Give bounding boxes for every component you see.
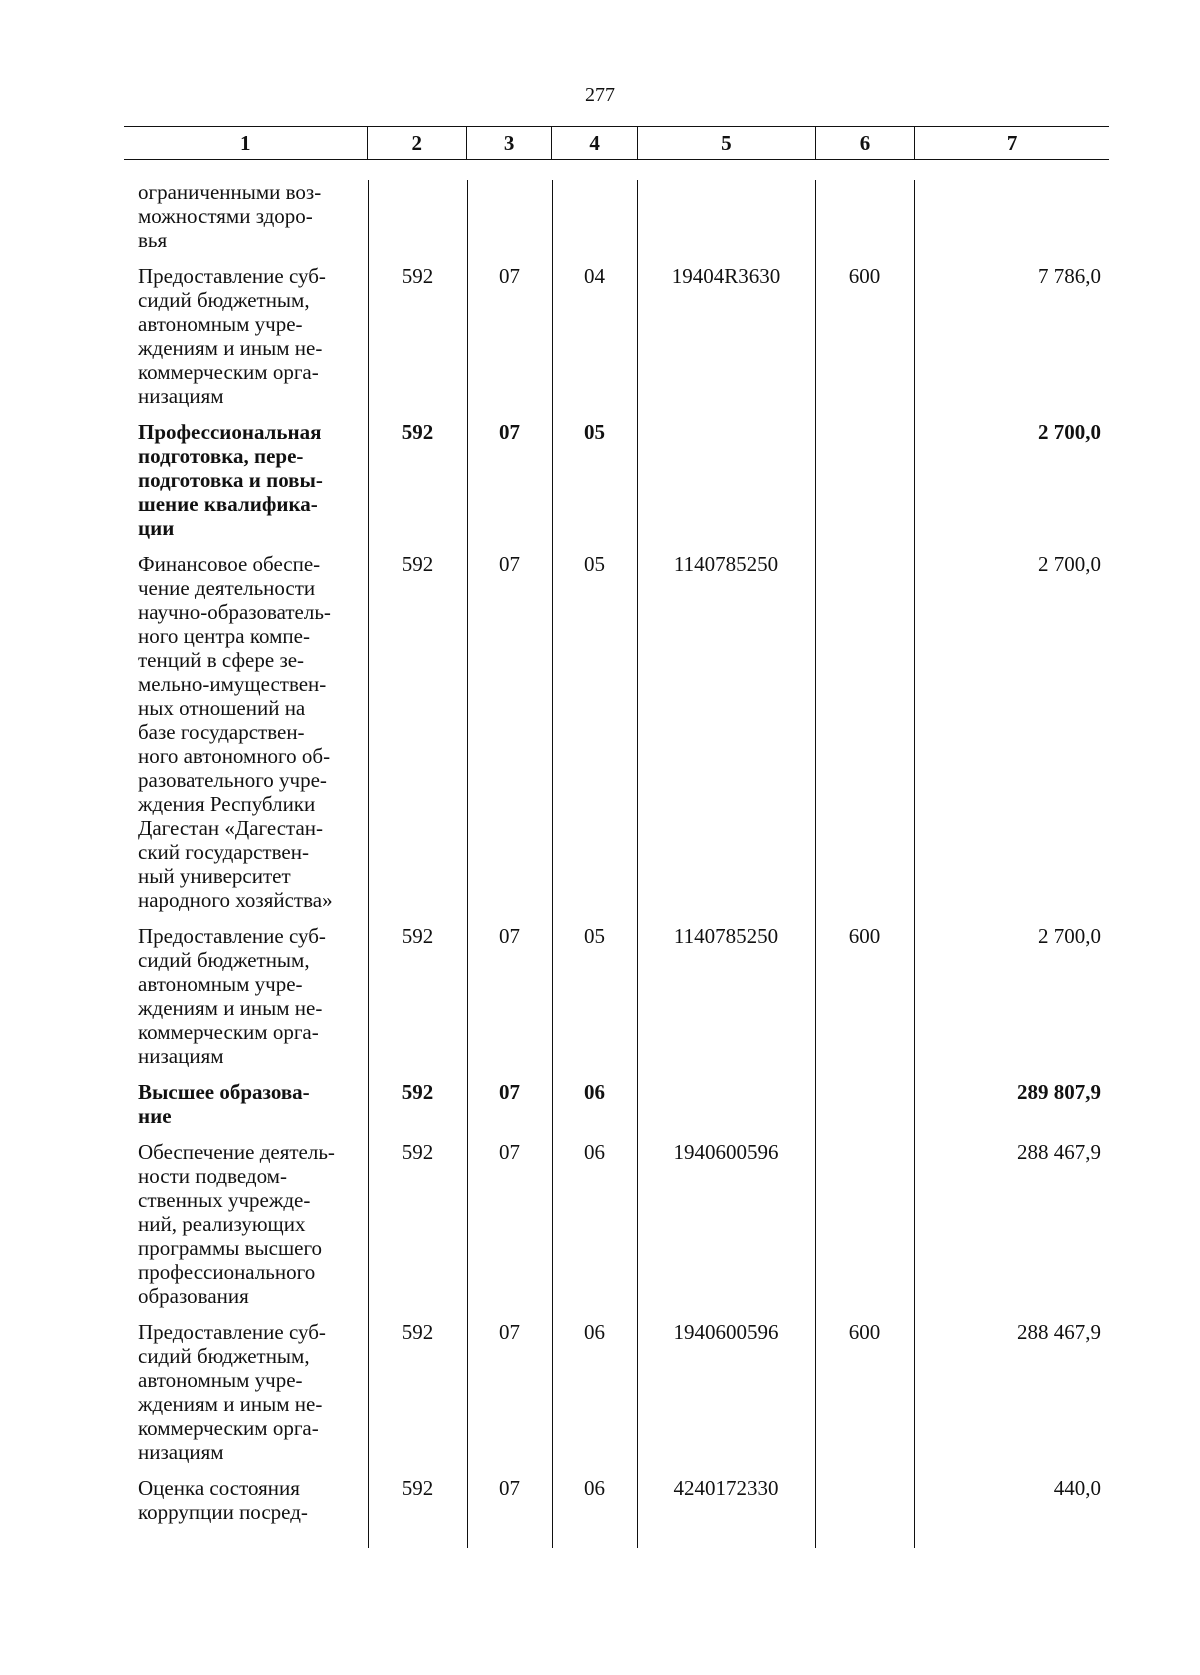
item-name-cell: Обеспечение деятель- ности подведом- ственных учрежде- ний, реализующих программы высшего профессионального образования [138, 1140, 335, 1308]
section-code-cell: 07 [499, 420, 520, 444]
ministry-code-cell: 592 [401, 1476, 434, 1500]
subsection-code-cell: 06 [584, 1140, 605, 1164]
expense-type-cell [815, 420, 914, 540]
target-article-cell [637, 1080, 815, 1128]
column-header-3: 3 [466, 127, 551, 159]
amount-cell: 288 467,9 [1017, 1140, 1101, 1164]
expense-type-cell [815, 180, 914, 252]
table-row [124, 1320, 1109, 1464]
amount-cell: 2 700,0 [1038, 420, 1101, 444]
target-article-cell [637, 180, 815, 252]
section-code-cell: 07 [499, 924, 520, 948]
ministry-code-cell: 592 [401, 1080, 434, 1104]
amount-cell: 2 700,0 [1038, 924, 1101, 948]
item-name-cell: ограниченными воз- можностями здоро- вья [138, 180, 322, 252]
amount-cell: 289 807,9 [1017, 1080, 1101, 1104]
table-body [124, 180, 1109, 1548]
ministry-code-cell: 592 [401, 1320, 434, 1344]
table-row [124, 552, 1109, 912]
expense-type-cell: 600 [848, 264, 881, 288]
amount-cell: 7 786,0 [1038, 264, 1101, 288]
table-row [124, 1080, 1109, 1128]
amount-cell: 440,0 [1053, 1476, 1101, 1500]
target-article-cell: 1940600596 [673, 1140, 779, 1164]
table-row [124, 1476, 1109, 1524]
table-row [124, 924, 1109, 1068]
target-article-cell: 1140785250 [673, 552, 779, 576]
expense-type-cell [815, 552, 914, 912]
amount-cell: 2 700,0 [1038, 552, 1101, 576]
section-code-cell: 07 [499, 552, 520, 576]
column-divider [467, 180, 468, 1548]
subsection-code-cell: 05 [584, 924, 605, 948]
section-code-cell: 07 [499, 1140, 520, 1164]
section-code-cell: 07 [499, 264, 520, 288]
item-name-cell: Финансовое обеспе- чение деятельности научно-образователь- ного центра компе- тенций в сфере зе- мельно-имуществен- ных отношений на базе государствен- ного автономного об- разовательного учре- ждения Республики Дагестан «Дагестан- ский государствен- ный университет народного хозяйства» [138, 552, 333, 912]
ministry-code-cell: 592 [401, 1140, 434, 1164]
target-article-cell: 4240172330 [673, 1476, 779, 1500]
section-code-cell: 07 [499, 1080, 520, 1104]
subsection-code-cell: 06 [584, 1080, 605, 1104]
subsection-code-cell: 06 [584, 1476, 605, 1500]
column-divider [637, 180, 638, 1548]
column-divider [368, 180, 369, 1548]
subsection-code-cell: 05 [584, 420, 605, 444]
target-article-cell: 19404R3630 [671, 264, 781, 288]
table-row [124, 180, 1109, 252]
column-header-4: 4 [551, 127, 636, 159]
target-article-cell [637, 420, 815, 540]
ministry-code-cell: 592 [401, 420, 434, 444]
subsection-code-cell: 04 [584, 264, 605, 288]
column-divider [815, 180, 816, 1548]
subsection-code-cell: 05 [584, 552, 605, 576]
table-row [124, 1140, 1109, 1308]
subsection-code-cell [552, 180, 637, 252]
target-article-cell: 1140785250 [673, 924, 779, 948]
column-header-2: 2 [367, 127, 466, 159]
table-row [124, 264, 1109, 408]
ministry-code-cell: 592 [401, 264, 434, 288]
budget-table [124, 126, 1109, 1548]
column-header-1: 1 [240, 130, 251, 155]
column-divider [552, 180, 553, 1548]
item-name-cell: Высшее образова- ние [138, 1080, 310, 1128]
ministry-code-cell: 592 [401, 552, 434, 576]
column-header-6: 6 [815, 127, 914, 159]
column-header-7: 7 [914, 127, 1109, 159]
table-header-row [124, 126, 1109, 160]
ministry-code-cell: 592 [401, 924, 434, 948]
section-code-cell: 07 [499, 1320, 520, 1344]
item-name-cell: Оценка состояния коррупции посред- [138, 1476, 308, 1524]
section-code-cell [467, 180, 552, 252]
expense-type-cell [815, 1140, 914, 1308]
section-code-cell: 07 [499, 1476, 520, 1500]
amount-cell: 288 467,9 [1017, 1320, 1101, 1344]
expense-type-cell: 600 [848, 1320, 881, 1344]
expense-type-cell: 600 [848, 924, 881, 948]
item-name-cell: Предоставление суб- сидий бюджетным, автономным учре- ждениям и иным не- коммерческим орга- низациям [138, 924, 326, 1068]
subsection-code-cell: 06 [584, 1320, 605, 1344]
item-name-cell: Предоставление суб- сидий бюджетным, автономным учре- ждениям и иным не- коммерческим орга- низациям [138, 264, 326, 408]
column-header-5: 5 [637, 127, 815, 159]
item-name-cell: Предоставление суб- сидий бюджетным, автономным учре- ждениям и иным не- коммерческим орга- низациям [138, 1320, 326, 1464]
column-divider [914, 180, 915, 1548]
ministry-code-cell [368, 180, 467, 252]
amount-cell [914, 180, 1109, 252]
expense-type-cell [815, 1080, 914, 1128]
expense-type-cell [815, 1476, 914, 1524]
target-article-cell: 1940600596 [673, 1320, 779, 1344]
item-name-cell: Профессиональная подготовка, пере- подготовка и повы- шение квалифика- ции [138, 420, 323, 540]
page-number: 277 [585, 84, 615, 106]
table-row [124, 420, 1109, 540]
